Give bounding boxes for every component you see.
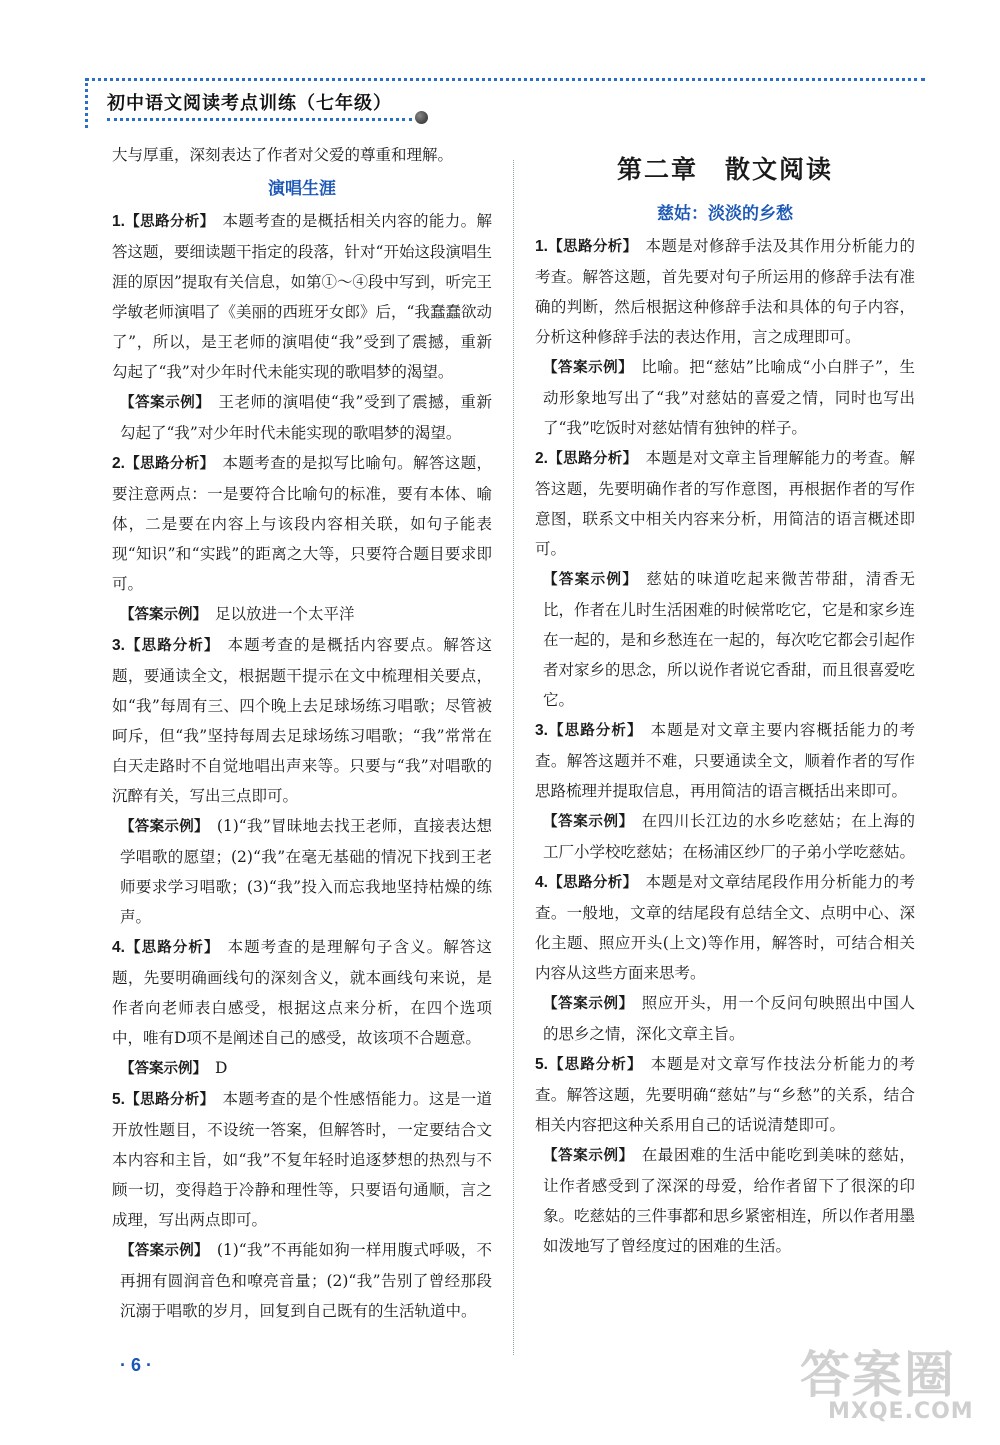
item-number: 1.: [112, 213, 125, 230]
item-tag: 【思路分析】: [124, 940, 220, 956]
item-number: 2.: [535, 450, 548, 467]
right-item-list: [535, 231, 915, 1261]
right-column: [535, 155, 915, 1261]
item-text: 照应开头，用一个反问句映照出中国人的思乡之情，深化文章主旨。: [543, 994, 915, 1043]
item-text: 本题考查的是个性感悟能力。这是一道开放性题目，不设统一答案，但解答时，一定要结合文本内容和主旨，如“我”不复年轻时追逐梦想的热烈与不顾一切，变得趋于冷静和理性等，只要语句通顺，言之成理，写出两点即可。: [112, 1090, 492, 1229]
item-tag: 【思路分析】: [124, 456, 215, 472]
answer-item: [112, 932, 492, 1053]
item-tag: 【思路分析】: [547, 723, 643, 739]
item-tag: 【思路分析】: [124, 214, 215, 230]
item-text: 本题考查的是理解句子含义。解答这题，先要明确画线句的深刻含义，就本画线句来说，是作者向老师表白感受，根据这点来分析，在四个选项中，唯有D项不是阐述自己的感受，故该项不合题意。: [112, 938, 492, 1047]
answer-item: [535, 988, 915, 1049]
page-header: [85, 72, 925, 132]
item-text: 足以放进一个太平洋: [215, 605, 355, 623]
item-text: 本题考查的是概括内容要点。解答这题，要通读全文，根据题干提示在文中梳理相关要点，如“我”每周有三、四个晚上去足球场练习唱歌；尽管被呵斥，但“我”坚持每周去足球场练习唱歌；“我”常常在白天走路时不自觉地唱出声来等。只要与“我”对唱歌的沉醉有关，写出三点即可。: [112, 636, 492, 805]
item-text: 本题是对文章主要内容概括能力的考查。解答这题并不难，只要通读全文，顺着作者的写作思路梳理并提取信息，再用简洁的语言概括出来即可。: [535, 721, 915, 800]
item-tag: 【答案示例】: [543, 996, 634, 1012]
item-text: 本题是对文章结尾段作用分析能力的考查。一般地，文章的结尾段有总结全文、点明中心、深化主题、照应开头(上文)等作用，解答时，可结合相关内容从这些方面来思考。: [535, 873, 915, 982]
item-text: 本题是对修辞手法及其作用分析能力的考查。解答这题，首先要对句子所运用的修辞手法有准确的判断，然后根据这种修辞手法和具体的句子内容，分析这种修辞手法的表达作用，言之成理即可。: [535, 237, 915, 346]
answer-item: [112, 1084, 492, 1235]
intro-line: 大与厚重，深刻表达了作者对父爱的尊重和理解。: [112, 146, 454, 164]
item-tag: 【答案示例】: [543, 360, 634, 376]
answer-item: [535, 1049, 915, 1140]
item-number: 4.: [112, 939, 125, 956]
header-dotted-side: [85, 78, 88, 128]
item-tag: 【思路分析】: [547, 1057, 643, 1073]
item-text: 本题是对文章写作技法分析能力的考查。解答这题，先要明确“慈姑”与“乡愁”的关系，结合相关内容把这种关系用自己的话说清楚即可。: [535, 1055, 915, 1134]
item-tag: 【答案示例】: [543, 1148, 634, 1164]
item-tag: 【答案示例】: [120, 819, 209, 835]
book-title: 初中语文阅读考点训练（七年级）: [107, 93, 392, 114]
item-number: 5.: [112, 1091, 125, 1108]
answer-item: [535, 564, 915, 715]
item-number: 3.: [112, 637, 125, 654]
answer-item: [112, 448, 492, 599]
left-item-list: [112, 206, 492, 1326]
answer-item: [535, 806, 915, 867]
item-tag: 【思路分析】: [547, 451, 638, 467]
item-tag: 【答案示例】: [543, 572, 639, 588]
answer-item: [112, 599, 492, 630]
answer-item: [112, 387, 492, 448]
item-tag: 【答案示例】: [120, 607, 207, 623]
item-tag: 【答案示例】: [120, 395, 211, 411]
answer-item: [535, 715, 915, 806]
bullet-ball-icon: [415, 111, 428, 124]
section-title-left: 演唱生涯: [268, 179, 336, 199]
item-number: 5.: [535, 1056, 548, 1073]
answer-item: [535, 231, 915, 352]
header-dotted-rule: [85, 78, 925, 81]
item-text: 本题是对文章主旨理解能力的考查。解答这题，先要明确作者的写作意图，再根据作者的写作意图，联系文中相关内容来分析，用简洁的语言概述即可。: [535, 449, 915, 558]
answer-item: [112, 630, 492, 811]
title-dotted-underline: [107, 118, 412, 121]
item-text: 比喻。把“慈姑”比喻成“小白胖子”，生动形象地写出了“我”对慈姑的喜爱之情，同时也写出了“我”吃饭时对慈姑情有独钟的样子。: [543, 358, 915, 437]
item-number: 4.: [535, 874, 548, 891]
column-separator: [513, 160, 514, 1355]
watermark-logo-text: 答案圈: [800, 1346, 956, 1404]
answer-item: [112, 811, 492, 932]
item-tag: 【思路分析】: [124, 1092, 215, 1108]
item-text: (1)“我”不再能如狗一样用腹式呼吸，不再拥有圆润音色和嘹亮音量；(2)“我”告别了曾经那段沉溺于唱歌的岁月，回复到自己既有的生活轨道中。: [120, 1241, 492, 1320]
item-text: 本题考查的是概括相关内容的能力。解答这题，要细读题干指定的段落，针对“开始这段演唱生涯的原因”提取有关信息，如第①～④段中写到，听完王学敏老师演唱了《美丽的西班牙女郎》后，“我蠢蠢欲动了”，所以，是王老师的演唱使“我”受到了震撼，重新勾起了“我”对少年时代未能实现的歌唱梦的渴望。: [112, 212, 492, 381]
section-title-right: 慈姑：淡淡的乡愁: [657, 204, 793, 224]
item-text: 王老师的演唱使“我”受到了震撼，重新勾起了“我”对少年时代未能实现的歌唱梦的渴望。: [120, 393, 492, 442]
watermark: [800, 1335, 990, 1435]
left-column: [112, 140, 492, 1326]
chapter-title: 第二章 散文阅读: [616, 155, 833, 184]
item-tag: 【思路分析】: [547, 875, 638, 891]
answer-item: [535, 443, 915, 564]
item-text: 在四川长江边的水乡吃慈姑；在上海的工厂小学校吃慈姑；在杨浦区纱厂的子弟小学吃慈姑。: [543, 812, 916, 861]
answer-item: [112, 1053, 492, 1084]
item-tag: 【答案示例】: [120, 1061, 207, 1077]
answer-item: [535, 1140, 915, 1261]
answer-item: [112, 1235, 492, 1326]
item-number: 2.: [112, 455, 125, 472]
item-text: (1)“我”冒昧地去找王老师，直接表达想学唱歌的愿望；(2)“我”在毫无基础的情况下找到王老师要求学习唱歌；(3)“我”投入而忘我地坚持枯燥的练声。: [120, 817, 492, 926]
page-number: · 6 ·: [120, 1355, 153, 1375]
watermark-url: MXQE.COM: [828, 1399, 974, 1424]
item-text: 慈姑的味道吃起来微苦带甜，清香无比，作者在儿时生活困难的时候常吃它，它是和家乡连在一起的，是和乡愁连在一起的，每次吃它都会引起作者对家乡的思念，所以说作者说它香甜，而且很喜爱吃它。: [543, 570, 916, 709]
item-tag: 【思路分析】: [124, 638, 220, 654]
item-text: 在最困难的生活中能吃到美味的慈姑，让作者感受到了深深的母爱，给作者留下了很深的印象。吃慈姑的三件事都和思乡紧密相连，所以作者用墨如泼地写了曾经度过的困难的生活。: [543, 1146, 916, 1255]
answer-item: [535, 352, 915, 443]
item-tag: 【答案示例】: [120, 1243, 209, 1259]
item-text: 本题考查的是拟写比喻句。解答这题，要注意两点：一是要符合比喻句的标准，要有本体、喻体，二是要在内容上与该段内容相关联，如句子能表现“知识”和“实践”的距离之大等，只要符合题目要求即可。: [112, 454, 492, 593]
item-tag: 【答案示例】: [543, 814, 634, 830]
item-text: D: [215, 1059, 228, 1077]
item-number: 1.: [535, 238, 548, 255]
answer-item: [112, 206, 492, 387]
item-number: 3.: [535, 722, 548, 739]
item-tag: 【思路分析】: [547, 239, 638, 255]
answer-item: [535, 867, 915, 988]
